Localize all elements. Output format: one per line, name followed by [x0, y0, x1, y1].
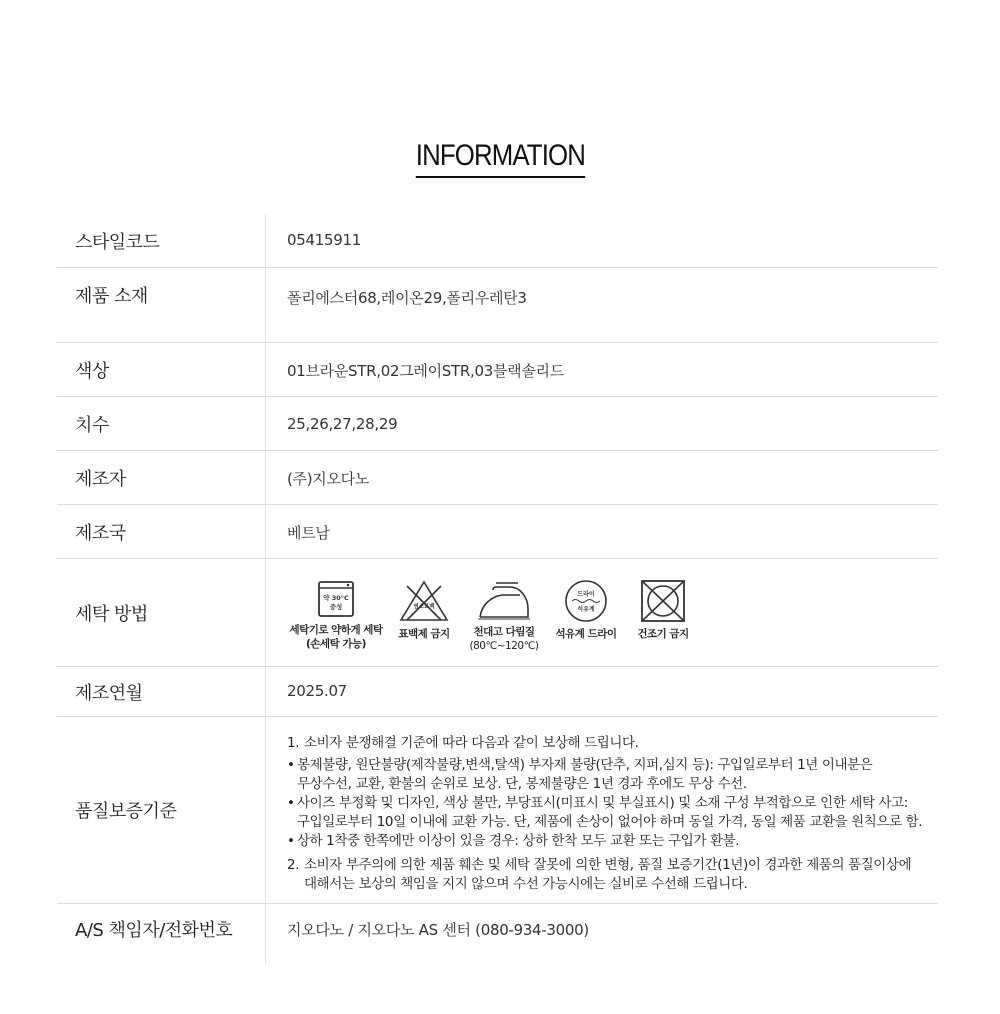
row-value: 지오다노 / 지오다노 AS 센터 (080-934-3000)	[287, 921, 589, 939]
quality-bullet-2	[287, 794, 938, 813]
item-continuation: 대해서는 보상의 책임을 지지 않으며 수선 가능시에는 실비로 수선해 드립니다.	[304, 876, 748, 892]
title-text: INFORMATION	[415, 138, 584, 178]
petroleum-dry-clean-icon	[563, 579, 609, 623]
bullet-text: 봉제불량, 원단불량(제작불량,변색,탈색) 부자재 불량(단추, 지퍼,심지 등): 구입일로부터 1년 이내분은	[297, 757, 873, 773]
quality-bullet-1	[287, 756, 938, 775]
row-value: 01브라운STR,02그레이STR,03블랙솔리드	[287, 362, 564, 380]
wash-caption	[470, 625, 539, 653]
bullet-continuation: 무상수선, 교환, 환불의 순위로 보상. 단, 봉제불량은 1년 경과 후에도 무상 수선.	[297, 776, 747, 792]
no-tumble-dry-icon	[640, 579, 686, 623]
caption-line-1: 천대고 다림질	[473, 626, 535, 638]
info-table	[57, 214, 938, 954]
row-value: 05415911	[287, 231, 361, 249]
wash-caption	[289, 623, 382, 651]
bullet-continuation: 구입일로부터 10일 이내에 교환 가능. 단, 제품에 손상이 없어야 하며 동일 가격, 동일 제품 교환을 원칙으로 함.	[297, 814, 923, 830]
quality-bullet-3	[287, 832, 938, 851]
no-bleach-icon	[398, 579, 450, 623]
row-label: 세탁 방법	[75, 603, 148, 625]
item-number: 2.	[287, 857, 300, 873]
wash-item	[549, 579, 623, 641]
caption-line-1: 석유계 드라이	[555, 628, 617, 640]
row-value: (주)지오다노	[287, 470, 370, 488]
row-value: 베트남	[287, 524, 330, 542]
quality-item-2	[287, 856, 938, 875]
row-label: 제조자	[75, 468, 126, 490]
row-value: 폴리에스터68,레이온29,폴리우레탄3	[287, 289, 527, 307]
wash-item	[623, 579, 703, 641]
caption-line-1: 건조기 금지	[637, 628, 689, 640]
wash-caption	[398, 627, 449, 641]
row-label: 제조연월	[75, 682, 143, 704]
caption-line-1: 표백제 금지	[398, 628, 450, 640]
wash-icon-text-2: 중성	[329, 603, 343, 611]
row-label: 치수	[75, 414, 109, 436]
row-label: 품질보증기준	[75, 801, 177, 822]
quality-item-1	[287, 734, 938, 753]
row-value: 2025.07	[287, 682, 347, 700]
row-as	[57, 904, 938, 954]
page-title	[0, 138, 1000, 178]
row-washing	[57, 559, 938, 667]
bullet-text: 상하 1착중 한쪽에만 이상이 있을 경우: 상하 한착 모두 교환 또는 구입가 환불.	[297, 833, 740, 849]
wash-item	[283, 579, 389, 651]
row-label: A/S 책임자/전화번호	[75, 920, 233, 941]
bullet-dot: •	[287, 757, 295, 773]
item-text: 소비자 분쟁해결 기준에 따라 다음과 같이 보상해 드립니다.	[304, 735, 639, 751]
wash-icons	[283, 579, 703, 653]
gentle-wash-30c-icon	[316, 579, 356, 619]
row-style-code	[57, 214, 938, 268]
caption-line-2: (80℃~120℃)	[469, 640, 539, 652]
wash-icon-text-2: 석유계	[577, 606, 595, 613]
row-color	[57, 343, 938, 397]
wash-item	[459, 579, 549, 653]
item-text: 소비자 부주의에 의한 제품 훼손 및 세탁 잘못에 의한 변형, 품질 보증기간(1년)이 경과한 제품의 품질이상에	[304, 857, 912, 873]
caption-line-1: 세탁기로 약하게 세탁	[289, 624, 383, 636]
row-material	[57, 268, 938, 343]
wash-icon-text-1: 약 30°C	[323, 594, 349, 602]
iron-cloth-icon	[476, 579, 532, 621]
row-date	[57, 667, 938, 717]
row-label: 스타일코드	[75, 231, 160, 253]
row-label: 제조국	[75, 522, 126, 544]
row-manufacturer	[57, 451, 938, 505]
wash-item	[389, 579, 459, 641]
bullet-dot: •	[287, 795, 295, 811]
row-quality	[57, 717, 938, 904]
bullet-dot: •	[287, 833, 295, 849]
item-number: 1.	[287, 735, 300, 751]
wash-icon-text-1: 염소표백	[413, 604, 435, 610]
row-size	[57, 397, 938, 451]
wash-caption	[555, 627, 616, 641]
row-label: 색상	[75, 360, 109, 382]
row-value: 25,26,27,28,29	[287, 415, 398, 433]
row-label: 제품 소재	[75, 286, 148, 307]
caption-line-2: (손세탁 가능)	[306, 638, 366, 650]
quality-text	[287, 734, 938, 894]
wash-icon-text-1: 드라이	[577, 591, 595, 598]
bullet-text: 사이즈 부정확 및 디자인, 색상 불만, 부당표시(미표시 및 부실표시) 및 소재 구성 부적합으로 인한 세탁 사고:	[297, 795, 908, 811]
wash-caption	[637, 627, 688, 641]
row-country	[57, 505, 938, 559]
